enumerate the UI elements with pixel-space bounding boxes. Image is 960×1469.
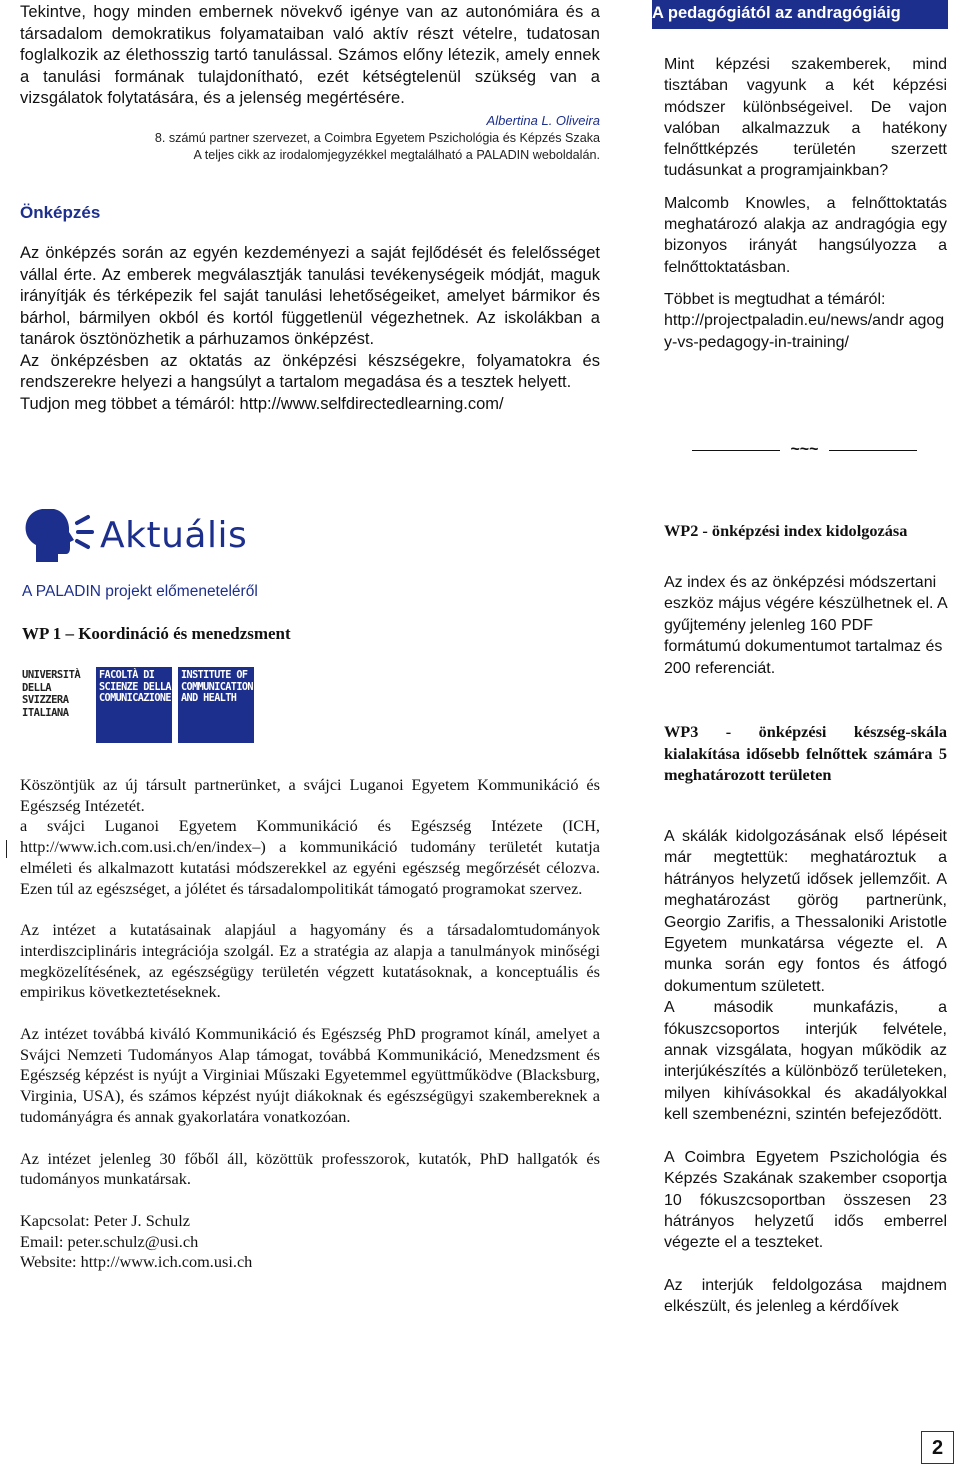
sidebar-link[interactable]: http://projectpaladin.eu/news/andr agogy-vs-pedagogy-in-training/ (664, 312, 945, 351)
page-number: 2 (921, 1431, 954, 1464)
sidebar-paragraph-1: Mint képzési szakemberek, mind tisztában vagyunk a két képzési módszer különbségeivel. De vajon valóban alkalmazzuk a hatékony felnőttképzés területén szerzett tudásunkat a programjainkban? (664, 56, 947, 180)
sidebar-paragraph-2: Malcomb Knowles, a felnőttoktatás meghatározó alakja az andragógia egy bizonyos irányát hangsúlyozza a felnőttoktatásban. (664, 194, 947, 276)
usi-logo (20, 667, 90, 743)
wp3-body (664, 826, 947, 1318)
sidebar-heading (652, 0, 948, 29)
sidebar-more-label: Többet is megtudhat a témáról: (664, 290, 886, 308)
wp3-paragraph-2: A Coimbra Egyetem Pszichológia és Képzés Szakának szakember csoportja 10 fókuszcsoportban összesen 23 hátrányos helyzetű idős emberrel végezte el a teszteket. (664, 1148, 947, 1252)
faculty-logo (96, 667, 172, 743)
wp3-paragraph-1: A skálák kidolgozásának első lépéseit már megtettük: meghatároztuk a hátrányos helyzetű idősek jellemzőit. A meghatározást görög partnerünk, Georgio Zarifis, a Thessaloniki Aristotle Egyetem munkatársa végezte el. A munka során egy fontos és átfogó dokumentum született. (664, 828, 947, 995)
onkepzes-heading: Önképzés (20, 202, 101, 222)
author-name: Albertina L. Oliveira (486, 112, 600, 128)
wp2-heading: WP2 - önképzési index kidolgozása (664, 521, 908, 540)
wp1-heading: WP 1 – Koordináció és menedzsment (22, 624, 291, 643)
aktualis-title: Aktuális (100, 515, 248, 556)
ich-contact: Kapcsolat: Peter J. Schulz (20, 1210, 191, 1230)
ich-paragraph-1b: a svájci Luganoi Egyetem Kommunikáció és Egészség Intézete (ICH, http://www.ich.com.usi.ch/en/index–) a kommunikáció tudomány területét kutatja elméleti és alkalmazott kutatási módszerekkel az egyéni egészség megőrzését célozva. Ezen túl az egészséget, a jólétet és társadalompolitikát támogató programokat szervez. (20, 816, 600, 898)
ich-paragraph-1: Köszöntjük az új társult partnerünket, a svájci Luganoi Egyetem Kommunikáció és Egészség Intézetét. (20, 775, 600, 815)
divider-line-right (829, 450, 917, 451)
ich-logo-text: INSTITUTE OF COMMUNICATION AND HEALTH (181, 670, 253, 704)
ich-logo (178, 667, 254, 743)
full-article-note: A teljes cikk az irodalomjegyzékkel megtalálható a PALADIN weboldalán. (193, 147, 600, 162)
ich-website[interactable]: Website: http://www.ich.com.usi.ch (20, 1252, 253, 1272)
onkepzes-paragraph-2: Az önképzésben az oktatás az önképzési készségekre, folyamatokra és rendszerekre helyezi a hangsúlyt a tartalom megadása és a tesztek helyett. (20, 351, 600, 391)
ich-paragraph-4: Az intézet jelenleg 30 főből áll, közöttük professzorok, kutatók, PhD hallgatók és tudományos munkatársak. (20, 1148, 600, 1189)
onkepzes-link[interactable]: Tudjon meg többet a témáról: http://www.selfdirectedlearning.com/ (20, 394, 504, 413)
ich-paragraph-2: Az intézet a kutatásainak alapjául a hagyomány és a társadalomtudományok interdiszciplináris integrációja szolgál. Ez a stratégia az alapja a tanulmányok minőségi megközelítésének, az egészségügy területén végzett kutatásoknak, a konceptuális és empirikus következtetéseknek. (20, 920, 600, 1002)
divider-tilde: ~~~ (790, 441, 819, 458)
usi-logo-text: UNIVERSITÀ DELLA SVIZZERA ITALIANA (22, 669, 81, 719)
usi-logos (20, 667, 254, 743)
sidebar-heading-text: A pedagógiától az andragógiáig (652, 4, 901, 22)
divider-line-left (692, 450, 780, 451)
intro-text: Tekintve, hogy minden embernek növekvő igénye van az autonómiára és a társadalom demokratikus folyamataiban való aktív részt vételre, tudatosan foglalkozik az élethosszig tartó tanulással. Számos előny létezik, amely ennek a tanulási formának tulajdonítható, ezét kétségtelenül szükség van a vizsgálatok folytatására, és a jelenség megértésére. (20, 3, 600, 107)
wp3-paragraph-3: Az interjúk feldolgozása majdnem elkészült, és jelenleg a kérdőívek (664, 1276, 947, 1316)
author-affiliation: 8. számú partner szervezet, a Coimbra Egyetem Pszichológia és Képzés Szaka (154, 130, 600, 145)
faculty-logo-text: FACOLTÀ DI SCIENZE DELLA COMUNICAZIONE (99, 670, 171, 704)
progress-heading: A PALADIN projekt előmeneteléről (22, 583, 258, 600)
onkepzes-paragraph-1: Az önképzés során az egyén kezdeményezi a saját fejlődését és felelősséget vállal érte. Az emberek megválasztják tanulási tevékenységeik módját, maguk irányítják és térképezik fel saját tanulási lehetőségeiket, amelyet bármikor és bárhol, bármilyen okból és kortól függetlenül végezhetnek. Az iskolákban a tanárok ösztönözhetik a párhuzamos önképzést. (20, 244, 600, 348)
intro-article (20, 2, 600, 415)
ich-article (20, 775, 600, 1273)
speaking-head-icon (22, 505, 97, 572)
wp3-paragraph-1b: A második munkafázis, a fókuszcsoportos interjúk felvétele, annak vizsgálata, hogyan működik az interjúkészítés a különböző területeken, milyen kihívásokkal és akadályokkal kell szembenézni, szintén befejeződött. (664, 999, 947, 1124)
wp2-text: Az index és az önképzési módszertani eszköz május végére készülhetnek el. A gyűjtemény jelenleg 160 PDF formátumú dokumentumot tartalmaz és 200 referenciát. (664, 574, 947, 677)
wp3-heading: WP3 - önképzési készség-skála kialakítása idősebb felnőttek számára 5 meghatározott területen (664, 722, 947, 784)
section-divider (692, 441, 918, 459)
ich-email[interactable]: Email: peter.schulz@usi.ch (20, 1231, 199, 1251)
andragogy-sidebar (652, 0, 947, 353)
ich-paragraph-3: Az intézet továbbá kiváló Kommunikáció és Egészség PhD programot kínál, amelyet a Svájci Nemzeti Tudományos Alap támogat, továbbá Kommunikáció, Menedzsment és Egészség képzést is nyújt a Virginiai Műszaki Egyetemmel együttműködve (Blacksburg, Virginia, USA), és számos képzést nyújt diákoknak és egészségügyi szakembereknek a tudományágra és annak gyakorlatára vonatkozóan. (20, 1024, 600, 1126)
change-bar (6, 840, 7, 858)
